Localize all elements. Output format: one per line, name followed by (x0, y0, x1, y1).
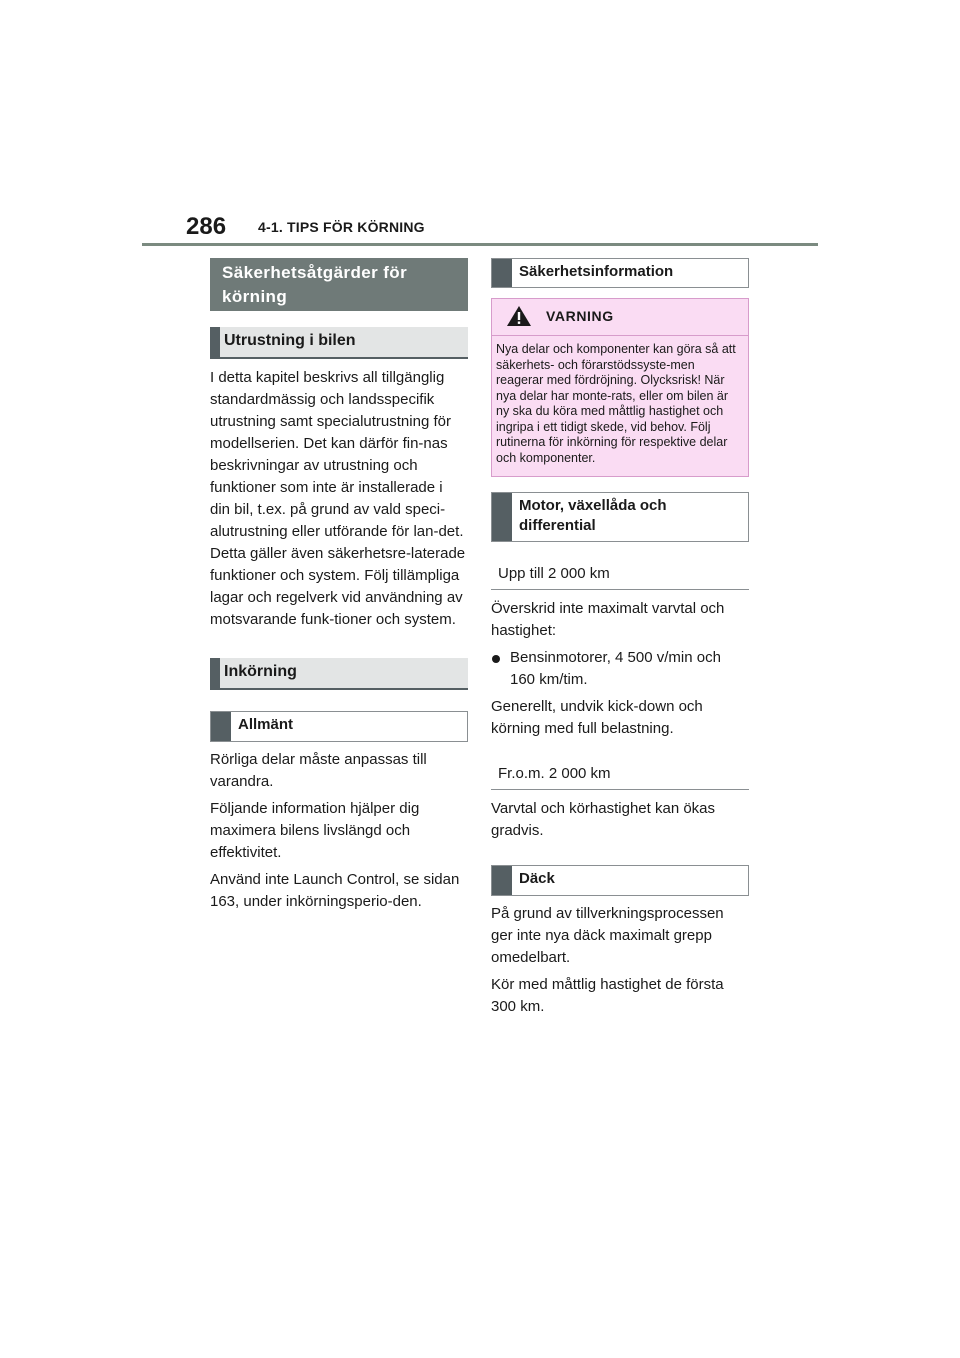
header-divider (142, 243, 818, 246)
heading-bar (492, 259, 512, 287)
warning-triangle-icon (506, 305, 532, 327)
safety-heading-label: Säkerhetsinformation (519, 263, 674, 280)
warning-box (491, 298, 749, 477)
up-to-paragraph-2: Generellt, undvik kick-down och körning med full belastning. (491, 698, 703, 737)
left-column (210, 258, 468, 913)
equipment-heading: Utrustning i bilen (210, 327, 468, 359)
warning-text: Nya delar och komponenter kan göra så att säkerhets- och förarstödssyste-men reagerar med fördröjning. Olycksrisk! När nya delar har monte-rats, eller om bilen är ny ska du köra med måttlig hastighet och ingripa i ett tidigt skede, vid behov. Följ rutinerna för inkörning för respektive delar och komponenter. (496, 342, 736, 465)
up-to-paragraph-1: Överskrid inte maximalt varvtal och hastighet: (491, 600, 725, 639)
bullet-dot-icon (492, 655, 500, 663)
general-paragraph-2: Följande information hjälper dig maximera bilens livslängd och effektivitet. (210, 800, 420, 861)
tires-heading (491, 865, 749, 896)
general-paragraph-3: Använd inte Launch Control, se sidan 163, under inkörningsperio-den. (210, 871, 460, 910)
engine-heading-label: Motor, växellåda och differential (519, 497, 667, 534)
safety-heading (491, 258, 749, 288)
from-2000-heading: Fr.o.m. 2 000 km (491, 765, 749, 790)
general-paragraph-1: Rörliga delar måste anpassas till varandra. (210, 751, 427, 790)
section-title: Säkerhetsåtgärder för körning (210, 258, 468, 311)
equipment-text: I detta kapitel beskrivs all tillgänglig standardmässig och landsspecifik utrustning samt specialutrustning för modellserien. Det kan därför fin-nas beskrivningar av utrustning och funktioner som inte är installerade i din bil, t.ex. på grund av vald speci-alutrustning eller utförande för lan-det. Detta gäller även säkerhetsre-laterade funktioner och system. Följ tillämpliga lagar och regelverk vid användning av motsvarande funk-tioner och system. (210, 369, 466, 628)
right-column (491, 258, 749, 1018)
chapter-title: 4-1. TIPS FÖR KÖRNING (258, 219, 425, 235)
heading-bar (211, 712, 231, 741)
warning-header (492, 299, 748, 336)
tires-heading-label: Däck (519, 870, 555, 887)
warning-label: VARNING (546, 308, 614, 324)
tires-paragraph-1: På grund av tillverkningsprocessen ger inte nya däck maximalt grepp omedelbart. (491, 905, 724, 966)
from-paragraph-1: Varvtal och körhastighet kan ökas gradvis. (491, 800, 716, 839)
up-to-bullet-text: Bensinmotorer, 4 500 v/min och 160 km/tim. (510, 649, 721, 688)
heading-bar (492, 866, 512, 895)
list-item (491, 647, 749, 691)
general-heading (210, 711, 468, 742)
tires-paragraph-2: Kör med måttlig hastighet de första 300 km. (491, 976, 724, 1015)
break-in-heading: Inkörning (210, 658, 468, 690)
general-heading-label: Allmänt (238, 716, 294, 733)
heading-bar (492, 493, 512, 541)
up-to-2000-heading: Upp till 2 000 km (491, 565, 749, 590)
page-number: 286 (186, 213, 227, 240)
engine-heading (491, 492, 749, 542)
